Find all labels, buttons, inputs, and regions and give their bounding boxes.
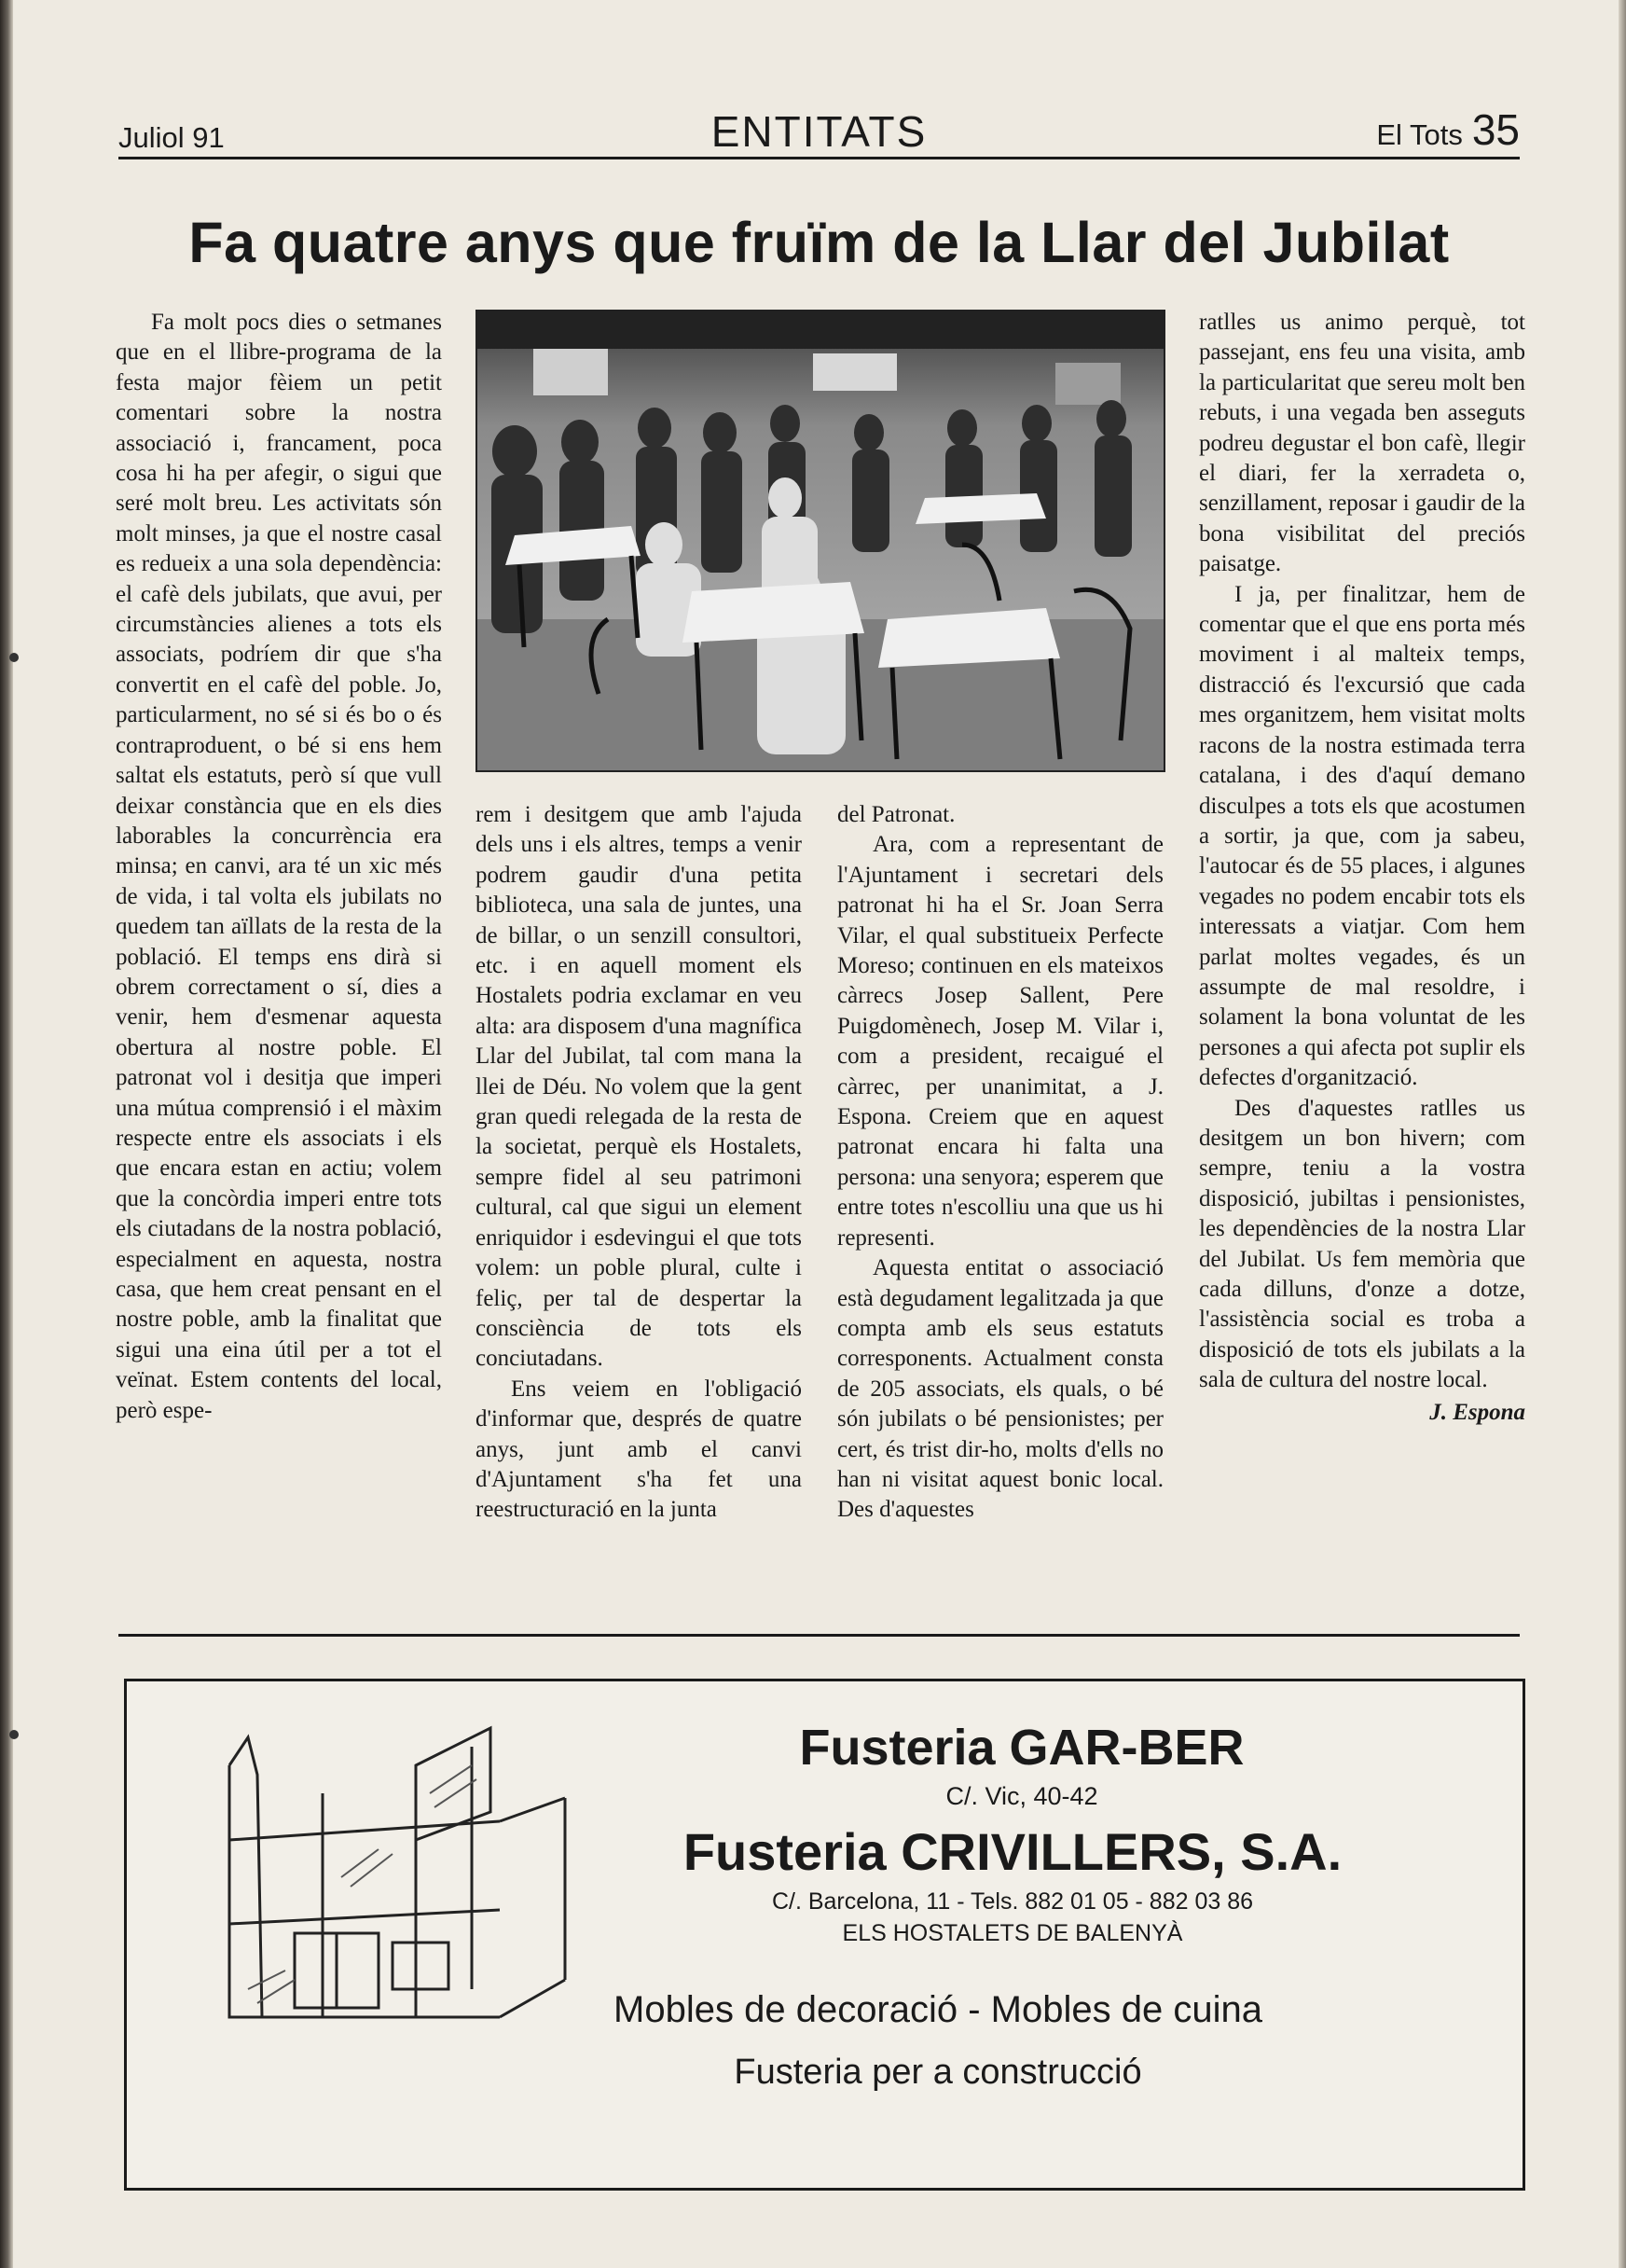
ad-tagline-2: Fusteria per a construcció <box>734 2053 1142 2092</box>
author-signature: J. Espona <box>1429 1399 1525 1425</box>
paragraph: Fa molt pocs dies o setmanes que en el llibre-programa de la festa major fèiem un petit comentari sobre la nostra associació i, francament, poca cosa hi ha per afegir, o sigui que seré molt breu. Les activitats són molt minses, ja que el nostre casal es redueix a una sola dependència: el cafè dels jubilats, que avui, per circumstàncies alienes a tots els associats, podríem dir que s'ha convertit en el cafè del poble. Jo, particularment, no sé si és bo o és contraproduent, o bé si ens hem saltat els estatuts, però sí que vull deixar constància que en els dies laborables la concurrència era minsa; en canvi, ara té un xic més de vida, i tal volta els jubilats no quedem tan aïllats de la resta de la població. El temps ens dirà si obrem correctament o sí, dies a venir, hem d'esmenar aquesta obertura al nostre poble. El patronat vol i desitja que imperi una mútua comprensió i el màxim respecte entre els associats i els que encara estan en actiu; volem que la concòrdia imperi entre tots els ciutadans de la nostra població, especialment en aquesta, nostra casa, que hem creat pensant en el nostre poble, amb la finalitat que sigui una eina útil per a tot el veïnat. Estem contents del local, però espe- <box>116 310 442 1423</box>
ad-tagline-1: Mobles de decoració - Mobles de cuina <box>613 1989 1262 2030</box>
paragraph: Ara, com a representant de l'Ajuntament i secretari dels patronat hi ha el Sr. Joan Serra Vilar, el qual substitueix Perfecte Moreso; continuen en els mateixos càrrecs Josep Sallent, Pere Puigdomènech, Josep M. Vilar i, com a president, recaigué el càrrec, per unanimitat, a J. Espona. Creiem que en aquest patronat encara hi falta una persona: una senyora; esperem que entre totes n'escolliu una que us hi representi. <box>837 832 1164 1251</box>
article-bottom-rule <box>118 1634 1520 1637</box>
page-binding-edge <box>0 0 13 2268</box>
binding-hole <box>9 1730 19 1739</box>
article-column-2 <box>475 800 802 1526</box>
header-date: Juliol 91 <box>118 121 225 154</box>
paragraph: Aquesta entitat o associació està degudament legalitzada ja que compta amb els seus estatuts corresponents. Actualment consta de 205 associats, els quals, o bé són jubilats o bé pensionistes; per cert, és trist dir-ho, molts d'ells no han ni visitat aquest bonic local. Des d'aquestes <box>837 1255 1164 1523</box>
page-number: 35 <box>1471 105 1520 154</box>
page-right-edge <box>1619 0 1626 2268</box>
page-header <box>118 101 1520 159</box>
photo-group-of-retirees-in-cafe <box>477 311 1164 770</box>
ad-address-1: C/. Vic, 40-42 <box>945 1782 1098 1810</box>
paragraph: del Patronat. <box>837 802 956 827</box>
ad-address-2: C/. Barcelona, 11 - Tels. 882 01 05 - 882 03 86 <box>771 1888 1254 1915</box>
section-title: ENTITATS <box>710 107 928 156</box>
article-column-1 <box>116 308 442 1426</box>
paragraph: Des d'aquestes ratlles us desitgem un bon hivern; com sempre, teniu a la vostra disposició, jubiltas i pensionistes, les dependències de la nostra Llar del Jubilat. Us fem memòria que cada dilluns, d'onze a dotze, l'assistència social es troba a disposició de tots els jubilats a la sala de cultura del nostre local. <box>1199 1095 1525 1393</box>
paragraph: rem i desitgem que amb l'ajuda dels uns i els altres, temps a venir podrem gaudir d'una petita biblioteca, una sala de juntes, una de billar, o un senzill consultori, etc. i en aquell moment els Hostalets podria exclamar en veu alta: ara disposem d'una magnífica Llar del Jubilat, tal com mana la llei de Déu. No volem que la gent gran quedi relegada de la resta de la societat, perquè els Hostalets, sempre fidel al seu patrimoni cultural, cal que sigui un element enriquidor i esdevingui el que tots volem: un poble plural, culte i feliç, per tal de despertar la consciència de tots els conciutadans. <box>475 802 802 1372</box>
header-publication <box>1376 104 1520 155</box>
binding-hole <box>9 653 19 662</box>
article-column-3 <box>837 800 1164 1526</box>
publication-name: El Tots <box>1376 118 1463 151</box>
paragraph: ratlles us animo perquè, tot passejant, ens feu una visita, amb la particularitat que sereu molt ben rebuts, i una vegada ben asseguts podreu degustar el bon cafè, llegir el diari, fer la xerradeta o, senzillament, reposar i gaudir de la bona visibilitat del preciós paisatge. <box>1199 310 1525 577</box>
article-photo <box>475 310 1165 772</box>
article-headline: Fa quatre anys que fruïm de la Llar del Jubilat <box>188 211 1450 274</box>
ad-company-2: Fusteria CRIVILLERS, S.A. <box>682 1822 1343 1881</box>
paragraph: I ja, per finalitzar, hem de comentar que el que ens porta més moviment i al malteix temps, distracció és l'excursió que cada mes organitzem, hem visitat molts racons de la nostra estimada terra catalana, i des d'aquí demano disculpes a tots els que acostumen a sortir, ja que, com ja sabeu, l'autocar és de 55 places, i algunes vegades no podem encabir tots els interessats a viatjar. Com hem parlat moltes vegades, és un assumpte de mal resoldre, i solament la bona voluntat de les persones a qui afecta pot suplir els defectes d'organització. <box>1199 581 1525 1091</box>
article-column-4 <box>1199 308 1525 1428</box>
ad-town: ELS HOSTALETS DE BALENYÀ <box>842 1920 1183 1946</box>
ad-company-1: Fusteria GAR-BER <box>799 1720 1245 1776</box>
carpentry-advertisement <box>124 1679 1525 2191</box>
paragraph: Ens veiem en l'obligació d'informar que, després de quatre anys, junt amb el canvi d'Ajuntament s'ha fet una reestructuració en la junta <box>475 1376 802 1523</box>
